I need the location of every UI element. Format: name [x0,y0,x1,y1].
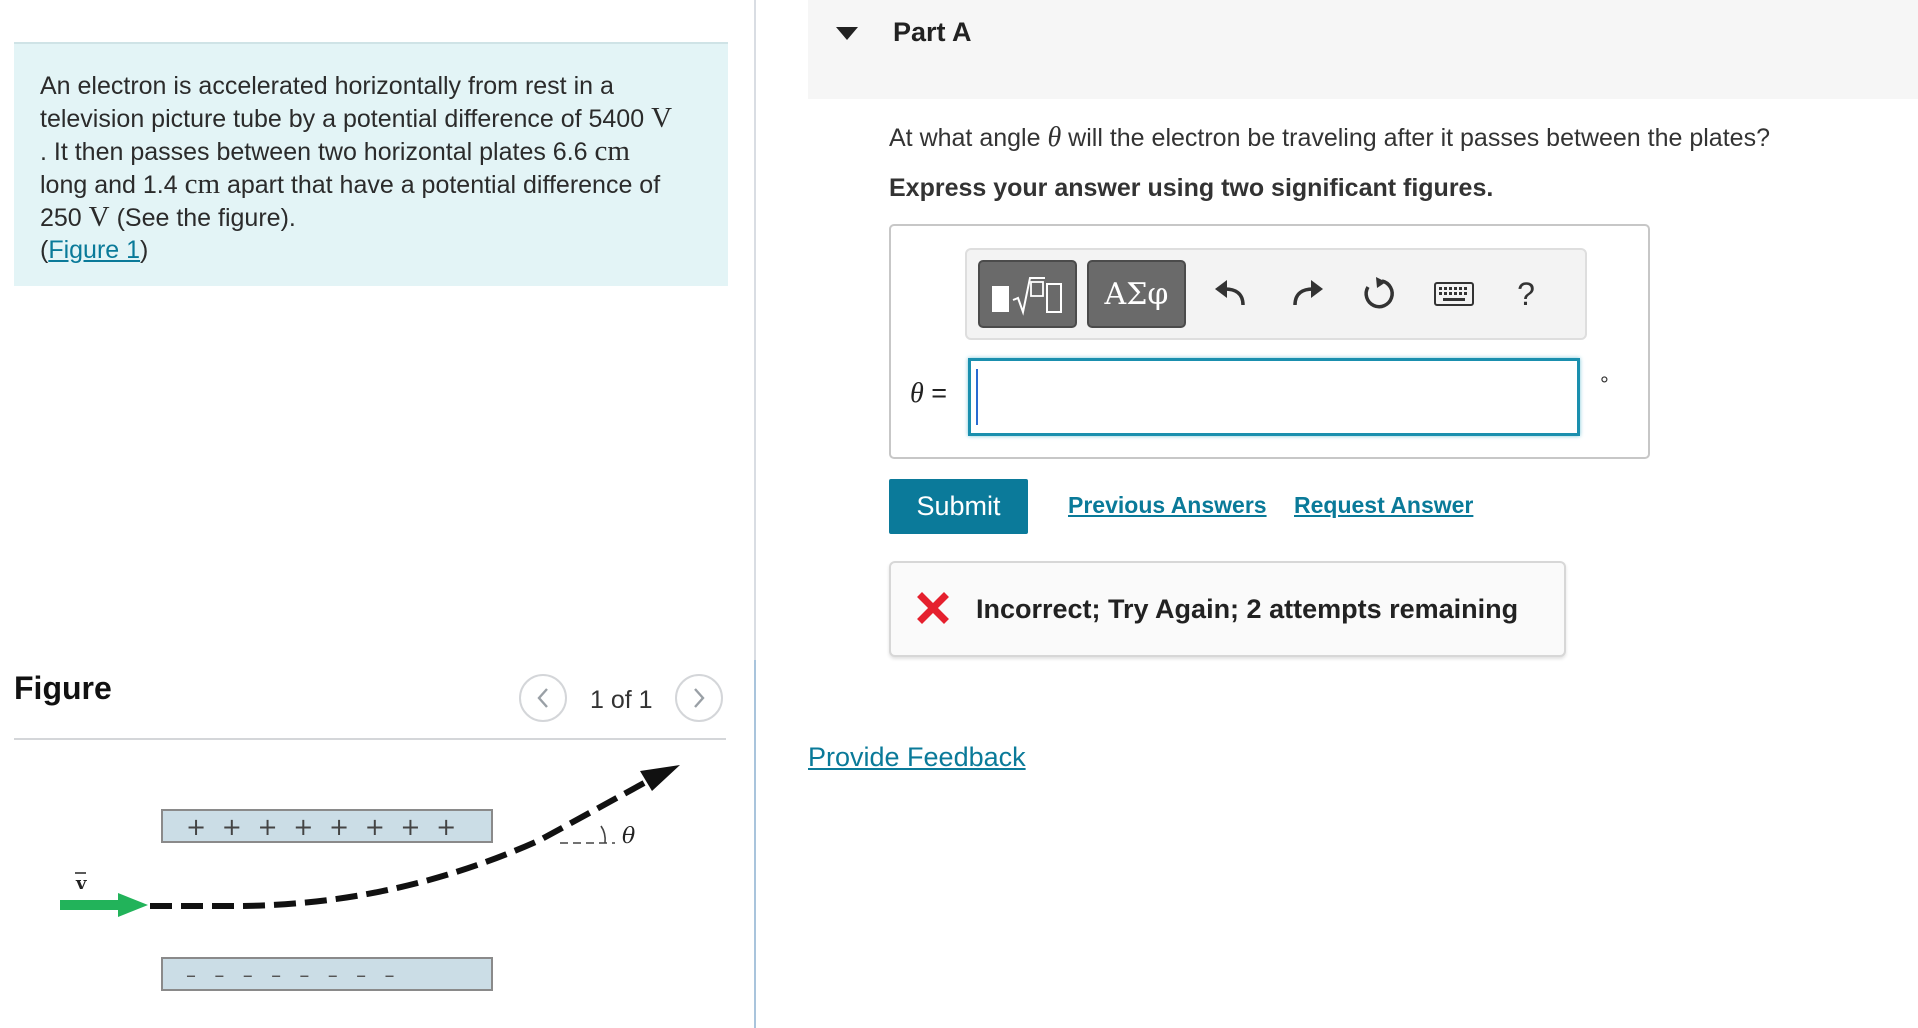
question-text [889,122,1770,154]
figure-next-button[interactable] [675,674,723,722]
problem-text-4: apart that have a potential difference of 250 [40,171,661,232]
answer-input[interactable] [968,358,1580,436]
problem-text-3: long and 1.4 [40,171,178,199]
problem-text-1: An electron is accelerated horizontally from rest in a television picture tube by a potential difference of 5400 [40,72,645,133]
figure-count: 1 of 1 [590,686,653,714]
bottom-plate-charges: – – – – – – – – [186,963,401,987]
text-cursor [976,369,978,425]
answer-variable: θ [910,378,924,409]
greek-symbols-button[interactable]: ΑΣφ [1087,260,1186,328]
left-panel [0,0,755,1028]
figure-link-open: ( [40,236,49,264]
problem-statement [14,42,728,286]
unit-cm-2: cm [184,168,221,200]
figure-divider [14,738,726,740]
problem-text-5: (See the figure). [116,204,296,232]
redo-button[interactable] [1286,272,1330,316]
unit-cm-1: cm [594,135,630,167]
help-button[interactable]: ? [1517,275,1535,312]
keyboard-icon [1434,281,1474,307]
angle-label: θ [622,824,636,849]
feedback-message: Incorrect; Try Again; 2 attempts remaining [976,594,1519,624]
unit-volts-2: V [88,201,110,233]
error-x-icon [917,592,949,624]
answer-instruction: Express your answer using two significant figures. [889,174,1494,202]
collapse-caret-icon[interactable] [836,27,858,40]
answer-equals: = [931,378,948,408]
velocity-label: v [76,873,87,894]
figure-link[interactable]: Figure 1 [48,236,141,264]
top-plate-charges: + + + + + + + + [186,813,461,841]
figure-link-close: ) [140,236,149,264]
provide-feedback-link[interactable]: Provide Feedback [808,742,1026,772]
figure-prev-button[interactable] [519,674,567,722]
templates-icon [989,270,1067,318]
problem-text-2: . It then passes between two horizontal plates 6.6 [40,138,588,166]
column-divider-accent [754,660,756,1028]
reset-button[interactable] [1356,272,1400,316]
answer-unit: ° [1600,372,1609,397]
chevron-right-icon [692,687,706,709]
part-title[interactable]: Part A [893,17,972,47]
question-after: will the electron be traveling after it passes between the plates? [1068,124,1770,152]
redo-icon [1291,279,1325,309]
templates-button[interactable] [978,260,1077,328]
submit-button[interactable]: Submit [889,479,1028,534]
chevron-left-icon [536,687,550,709]
question-theta: θ [1047,122,1062,153]
undo-button[interactable] [1208,272,1252,316]
question-before: At what angle [889,124,1041,152]
deflection-figure [40,765,700,1005]
keyboard-button[interactable] [1430,272,1478,316]
undo-icon [1213,279,1247,309]
request-answer-link[interactable]: Request Answer [1294,492,1474,518]
trajectory-arrow-head [640,765,680,791]
reset-icon [1360,276,1396,312]
answer-label [910,378,947,410]
figure-title: Figure [14,670,112,706]
previous-answers-link[interactable]: Previous Answers [1068,492,1267,518]
part-header[interactable] [808,0,1918,99]
unit-volts-1: V [651,102,673,134]
velocity-arrow-head [118,893,148,917]
angle-arc [601,826,605,843]
